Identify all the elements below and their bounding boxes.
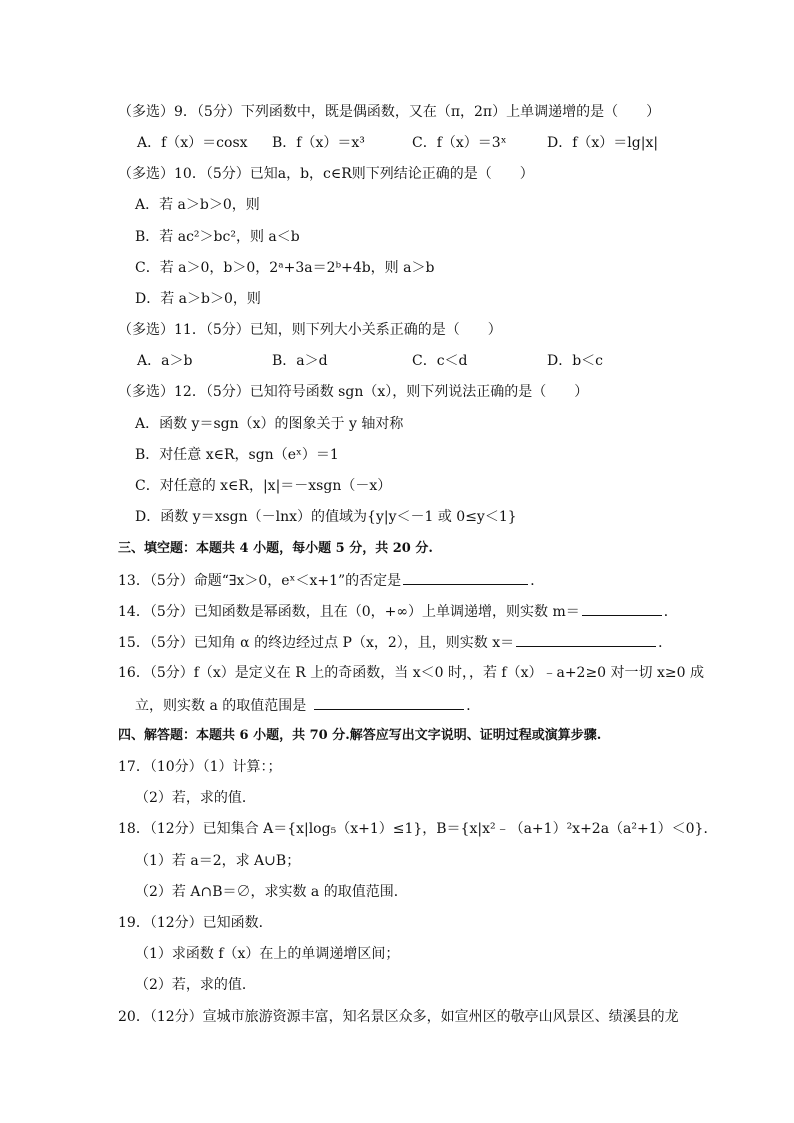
question-18: 18．（12分）已知集合 A＝{x|log₅（x+1）≤1}，B＝{x|x²﹣（a+1）²x+2a（a²+1）＜0}． — [118, 821, 718, 837]
question-text: 立，则实数 a 的取值范围是 — [135, 698, 307, 714]
question-14 — [118, 601, 794, 621]
question-20: 20．（12分）宣城市旅游资源丰富，知名景区众多，如宣州区的敬亭山风景区、绩溪县的龙 — [118, 1009, 679, 1025]
period: ． — [658, 635, 673, 651]
question-19: 19．（12分）已知函数． — [118, 915, 273, 931]
question-10: （多选）10．（5分）已知a，b，c∈R则下列结论正确的是（ ） — [118, 166, 534, 182]
question-18-part-2: （2）若 A∩B＝∅，求实数 a 的取值范围． — [135, 884, 408, 900]
question-10-option-b: B．若 ac²＞bc²，则 a＜b — [135, 229, 300, 245]
question-10-option-c: C．若 a＞0，b＞0，2ᵃ+3a＝2ᵇ+4b，则 a＞b — [135, 260, 435, 276]
question-18-part-1: （1）若 a＝2，求 A∪B； — [135, 853, 301, 869]
question-12: （多选）12．（5分）已知符号函数 sgn（x），则下列说法正确的是（ ） — [118, 384, 589, 400]
question-text: 15．（5分）已知角 α 的终边经过点 P（x，2），且，则实数 x＝ — [118, 635, 515, 651]
question-text: 13．（5分）命题“∃x＞0，eˣ＜x+1”的否定是 — [118, 573, 402, 589]
question-12-option-c: C．对任意的 x∈R，|x|＝－xsgn（－x） — [135, 478, 392, 494]
answer-blank[interactable] — [314, 695, 464, 710]
option-b: B．f（x）＝x³ — [272, 135, 365, 151]
period: ． — [530, 573, 545, 589]
option-a: A．a＞b — [137, 353, 193, 369]
question-16: 16．（5分）f（x）是定义在 R 上的奇函数，当 x＜0 时，，若 f（x）﹣a+2≥0 对一切 x≥0 成 — [118, 665, 704, 681]
question-9-options — [0, 133, 794, 153]
question-12-option-a: A．函数 y＝sgn（x）的图象关于 y 轴对称 — [135, 416, 404, 432]
option-d: D．f（x）＝lg|x| — [547, 135, 659, 151]
section-heading-solutions: 四、解答题：本题共 6 小题，共 70 分.解答应写出文字说明、证明过程或演算步骤. — [118, 728, 602, 743]
option-a: A．f（x）＝cosx — [137, 135, 248, 151]
answer-blank[interactable] — [403, 570, 528, 585]
section-heading-fill-in: 三、填空题：本题共 4 小题，每小题 5 分，共 20 分. — [118, 541, 433, 556]
question-11-options — [0, 351, 794, 371]
option-b: B．a＞d — [272, 353, 328, 369]
option-c: C．c＜d — [412, 353, 468, 369]
question-17: 17．（10分）（1）计算：； — [118, 759, 282, 775]
question-9: （多选）9．（5分）下列函数中，既是偶函数，又在（π，2π）上单调递增的是（ ） — [118, 104, 661, 120]
question-11: （多选）11．（5分）已知，则下列大小关系正确的是（ ） — [118, 322, 502, 338]
answer-blank[interactable] — [582, 601, 662, 616]
question-16-continued — [135, 695, 794, 715]
question-19-part-1: （1）求函数 f（x）在上的单调递增区间； — [135, 946, 400, 962]
answer-blank[interactable] — [516, 632, 656, 647]
question-10-option-d: D．若 a＞b＞0，则 — [135, 291, 261, 307]
question-17-part-2: （2）若，求的值． — [135, 790, 256, 806]
question-15 — [118, 632, 794, 652]
option-d: D．b＜c — [547, 353, 604, 369]
question-12-option-d: D．函数 y＝xsgn（－lnx）的值域为{y|y＜－1 或 0≤y＜1} — [135, 509, 517, 525]
period: ． — [466, 698, 481, 714]
question-13 — [118, 570, 794, 590]
question-19-part-2: （2）若，求的值． — [135, 977, 256, 993]
period: ． — [663, 604, 678, 620]
option-c: C．f（x）＝3ˣ — [412, 135, 507, 151]
question-10-option-a: A．若 a＞b＞0，则 — [135, 197, 260, 213]
question-12-option-b: B．对任意 x∈R，sgn（eˣ）＝1 — [135, 447, 339, 463]
question-text: 14．（5分）已知函数是幂函数，且在（0，+∞）上单调递增，则实数 m＝ — [118, 604, 580, 620]
